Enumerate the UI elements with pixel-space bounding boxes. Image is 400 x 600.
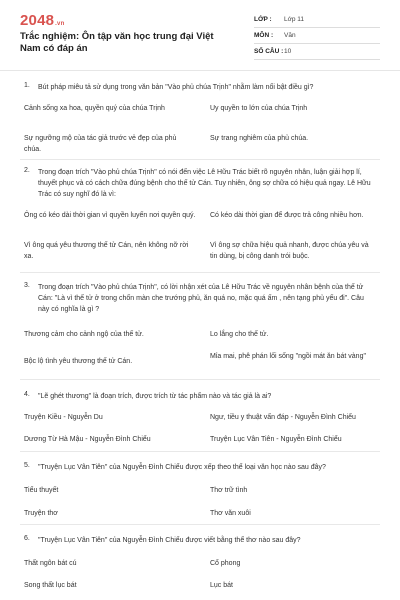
question-text: "Lẽ ghét thương" là đoạn trích, được trích từ tác phẩm nào và tác giả là ai? [38, 393, 272, 400]
question-divider [20, 159, 380, 160]
question-4 [24, 391, 376, 451]
question-text: "Truyện Lục Vân Tiên" của Nguyễn Đình Chiểu được xếp theo thể loại văn học nào sau đây? [38, 464, 326, 471]
question-number: 6. [24, 535, 30, 542]
document-meta [254, 12, 380, 60]
answer-option-b[interactable]: Có kéo dài thời gian để được trả công nhiều hơn. [210, 212, 364, 219]
question-6 [24, 535, 376, 597]
answer-option-a[interactable]: Cảnh sống xa hoa, quyền quý của chúa Trịnh [24, 105, 165, 112]
answer-option-d[interactable]: Thơ văn xuôi [210, 510, 251, 517]
answer-option-d[interactable]: Mỉa mai, phê phán lối sống "ngồi mát ăn bát vàng" [210, 353, 366, 360]
answer-option-a[interactable]: Tiểu thuyết [24, 487, 59, 494]
question-divider [20, 379, 380, 380]
answer-option-d[interactable]: Sự trang nghiêm của phủ chúa. [210, 135, 309, 142]
answer-option-b[interactable]: Uy quyền to lớn của chúa Trịnh [210, 105, 308, 112]
answer-option-b[interactable]: Ngư, tiều y thuật vấn đáp - Nguyễn Đình Chiểu [210, 414, 356, 421]
meta-label: LỚP : [254, 16, 272, 23]
question-number: 1. [24, 82, 30, 89]
question-divider [20, 272, 380, 273]
answer-option-b[interactable]: Cổ phong [210, 560, 241, 567]
answer-option-b[interactable]: Thơ trữ tình [210, 487, 248, 494]
meta-value: 10 [284, 48, 292, 55]
document-header [0, 0, 400, 62]
answer-option-a[interactable]: Thương cảm cho cảnh ngộ của thế tử. [24, 331, 144, 338]
answer-option-a[interactable]: Truyện Kiều - Nguyễn Du [24, 414, 103, 421]
question-text: Trong đoạn trích "Vào phủ chúa Trịnh", có lời nhận xét của Lê Hữu Trác về nguyên nhân bệnh của thế tử Cán: "Là vì thế tử ở trong chốn màn che trướng phủ, ăn quá no, mặc quá ấm , nên tạng phủ yếu đi". Câu này có nghĩa là gì ? [38, 284, 364, 313]
meta-value: Văn [284, 32, 296, 39]
question-text: Bút pháp miêu tả sử dụng trong văn bản "Vào phủ chúa Trịnh" nhằm làm nổi bật điều gì? [38, 84, 314, 91]
meta-row-subject [254, 28, 380, 44]
meta-row-question-count [254, 44, 380, 60]
logo-domain-text: .vn [55, 21, 65, 27]
site-logo[interactable] [20, 12, 64, 29]
meta-value: Lớp 11 [284, 16, 305, 23]
question-number: 5. [24, 462, 30, 469]
answer-option-c[interactable]: Sự ngưỡng mộ của tác giả trước vẻ đẹp của phủ chúa. [24, 135, 177, 153]
meta-label: SỐ CÂU : [254, 48, 284, 55]
question-3 [24, 282, 376, 378]
document-title: Trắc nghiệm: Ôn tập văn học trung đại Việt Nam có đáp án [20, 31, 214, 54]
answer-option-d[interactable]: Lục bát [210, 582, 233, 589]
logo-main-text: 2048 [20, 12, 55, 29]
meta-row-grade [254, 12, 380, 28]
answer-option-d[interactable]: Truyện Lục Vân Tiên - Nguyễn Đình Chiểu [210, 436, 342, 443]
question-2 [24, 167, 376, 271]
answer-option-a[interactable]: Thất ngôn bát cú [24, 560, 77, 567]
question-number: 3. [24, 282, 30, 289]
answer-option-d[interactable]: Vì ông sợ chữa hiệu quả nhanh, được chúa yêu và tin dùng, bị công danh trói buộc. [210, 242, 369, 260]
question-divider [20, 524, 380, 525]
question-text: "Truyện Lục Vân Tiên" của Nguyễn Đình Chiểu được viết bằng thể thơ nào sau đây? [38, 537, 301, 544]
question-number: 2. [24, 167, 30, 174]
question-1 [24, 82, 376, 162]
answer-option-c[interactable]: Truyện thơ [24, 510, 58, 517]
answer-option-c[interactable]: Bộc lộ tình yêu thương thế tử Cán. [24, 358, 133, 365]
question-list [0, 70, 400, 600]
question-divider [20, 451, 380, 452]
answer-option-a[interactable]: Ông có kéo dài thời gian vì quyền luyến nơi quyền quý. [24, 212, 196, 219]
question-number: 4. [24, 391, 30, 398]
meta-label: MÔN : [254, 32, 274, 39]
answer-option-c[interactable]: Dương Từ Hà Mậu - Nguyễn Đình Chiểu [24, 436, 151, 443]
answer-option-b[interactable]: Lo lắng cho thế tử. [210, 331, 269, 338]
answer-option-c[interactable]: Vì ông quá yêu thương thế tử Cán, nên không nỡ rời xa. [24, 242, 189, 260]
question-5 [24, 462, 376, 522]
answer-option-c[interactable]: Song thất lục bát [24, 582, 77, 589]
question-text: Trong đoạn trích "Vào phủ chúa Trịnh" có nói đến việc Lê Hữu Trác biết rõ nguyên nhân, luận giải hợp lí, thuyết phục và có cách chữa đúng bệnh cho thế tử Cán. Tuy nhiên, ông sợ chữa có hiệu quả ngay. Lê Hữu Trác có suy nghĩ đó là vì: [38, 169, 371, 198]
